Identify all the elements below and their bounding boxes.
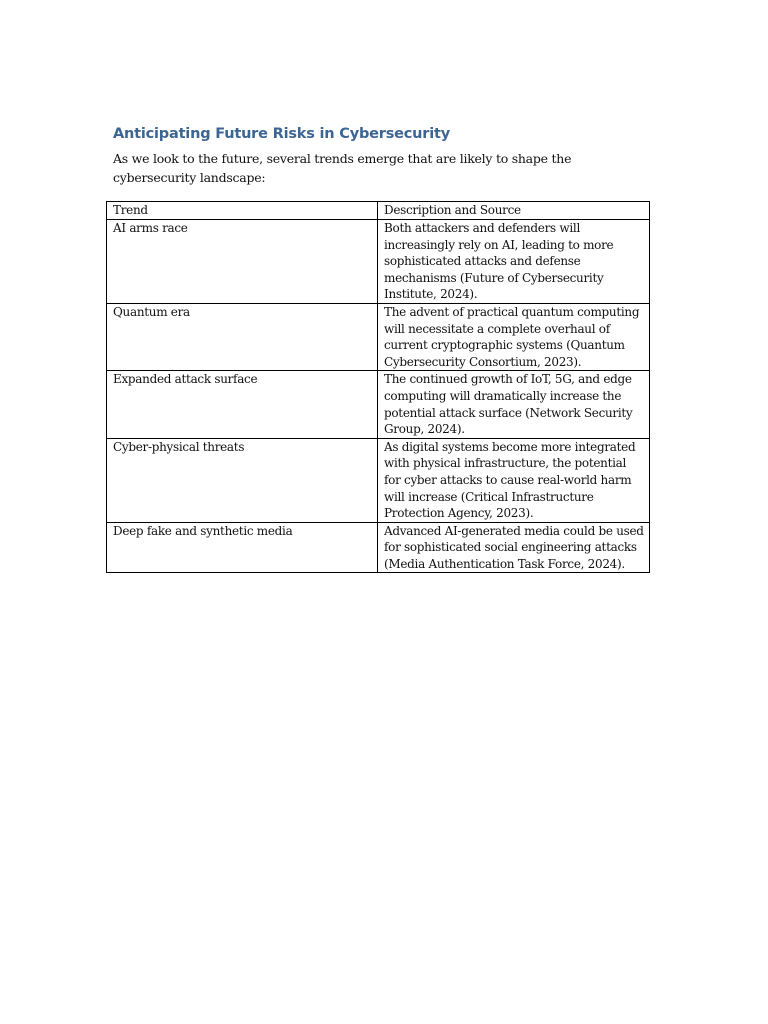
table-row [107, 220, 650, 304]
table-row [107, 438, 650, 522]
intro-paragraph: As we look to the future, several trends emerge that are likely to shape the cybersecurity landscape: [113, 151, 572, 185]
table-row [107, 522, 650, 573]
trend-cell: Quantum era [107, 303, 378, 370]
description-cell: As digital systems become more integrated with physical infrastructure, the potential for cyber attacks to cause real-world harm will increase (Critical Infrastructure Protection Agency, 2023). [378, 438, 650, 522]
table-row [107, 371, 650, 438]
description-cell: Advanced AI-generated media could be used for sophisticated social engineering attacks (Media Authentication Task Force, 2024). [378, 522, 650, 573]
table-row [107, 303, 650, 370]
section-heading: Anticipating Future Risks in Cybersecurity [113, 126, 450, 142]
trend-cell: Deep fake and synthetic media [107, 522, 378, 573]
trends-table [106, 201, 650, 573]
header-trend: Trend [107, 202, 378, 220]
table-header-row [107, 202, 650, 220]
trend-cell: AI arms race [107, 220, 378, 304]
header-description: Description and Source [378, 202, 650, 220]
description-cell: The continued growth of IoT, 5G, and edge computing will dramatically increase the potential attack surface (Network Security Group, 2024). [378, 371, 650, 438]
description-cell: Both attackers and defenders will increasingly rely on AI, leading to more sophisticated attacks and defense mechanisms (Future of Cybersecurity Institute, 2024). [378, 220, 650, 304]
trend-cell: Expanded attack surface [107, 371, 378, 438]
trend-cell: Cyber-physical threats [107, 438, 378, 522]
description-cell: The advent of practical quantum computing will necessitate a complete overhaul of current cryptographic systems (Quantum Cybersecurity Consortium, 2023). [378, 303, 650, 370]
